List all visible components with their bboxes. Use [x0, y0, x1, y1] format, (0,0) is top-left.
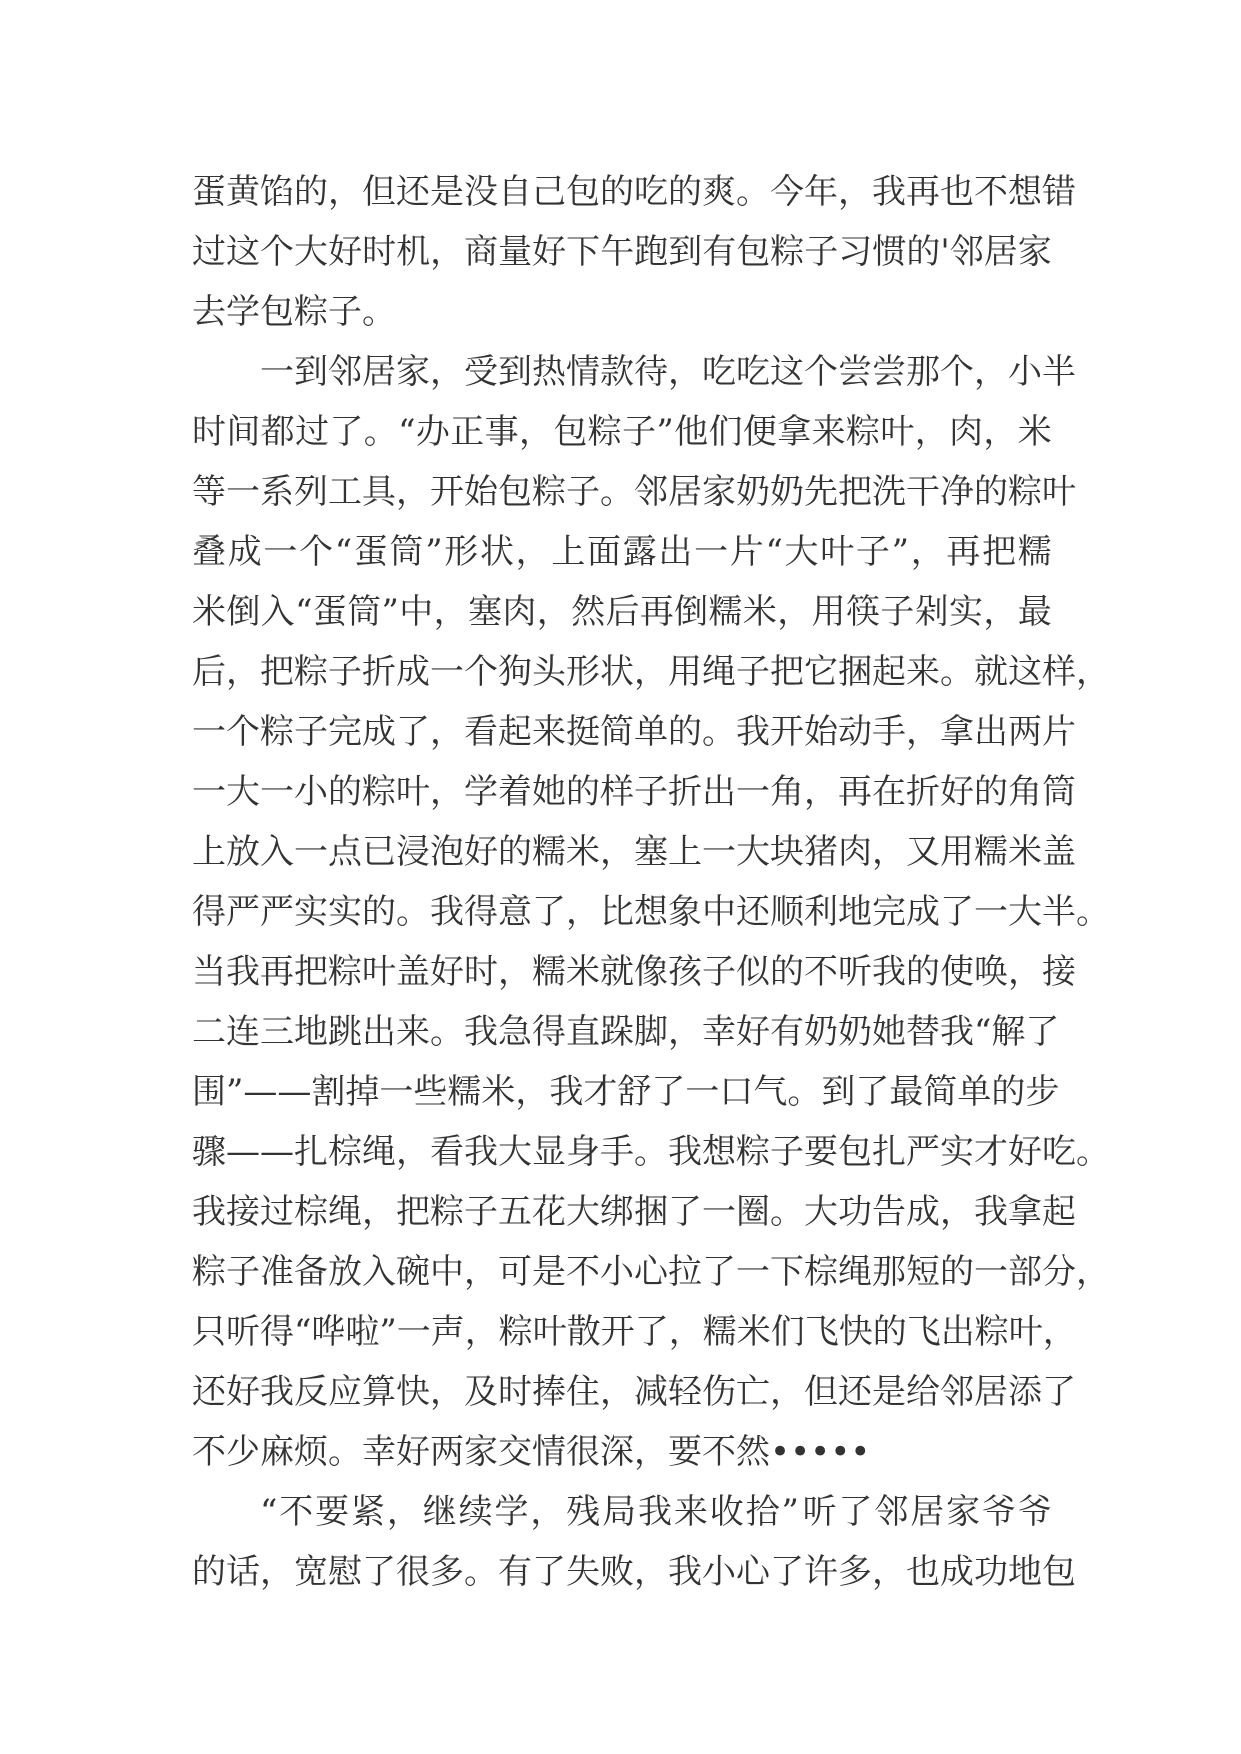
- text-line: 二 连 三 地 跳 出 来 。 我 急 得 直 跺 脚 ， 幸 好 有 奶 奶 她 替 我 “ 解 了: [192, 1012, 1060, 1052]
- text-line: 的 话 ， 宽 慰 了 很 多 。 有 了 失 败 ， 我 小 心 了 许 多 ， 也 成 功 地 包: [192, 1552, 1076, 1592]
- text-line: “ 不 要 紧 ， 继 续 学 ， 残 局 我 来 收 拾 ” 听 了 邻 居 家 爷 爷: [260, 1492, 1052, 1532]
- text-line: 时 间 都 过 了 。 “ 办 正 事 ， 包 粽 子 ” 他 们 便 拿 来 粽 叶 ， 肉 ， 米: [192, 412, 1052, 452]
- text-line: 蛋 黄 馅 的 ， 但 还 是 没 自 己 包 的 吃 的 爽 。 今 年 ， 我 再 也 不 想 错: [192, 172, 1076, 212]
- text-line: 我 接 过 棕 绳 ， 把 粽 子 五 花 大 绑 捆 了 一 圈 。 大 功 告 成 ， 我 拿 起: [192, 1192, 1076, 1232]
- text-line: 等 一 系 列 工 具 ， 开 始 包 粽 子 。 邻 居 家 奶 奶 先 把 洗 干 净 的 粽 叶: [192, 472, 1076, 512]
- text-line: 当 我 再 把 粽 叶 盖 好 时 ， 糯 米 就 像 孩 子 似 的 不 听 我 的 使 唤 ， 接: [192, 952, 1076, 992]
- text-line: 得 严 严 实 实 的 。 我 得 意 了 ， 比 想 象 中 还 顺 利 地 完 成 了 一 大 半 。: [192, 892, 1110, 932]
- text-line: 骤 — — 扎 棕 绳 ， 看 我 大 显 身 手 。 我 想 粽 子 要 包 扎 严 实 才 好 吃 。: [192, 1132, 1110, 1172]
- text-line: 去 学 包 粽 子 。: [192, 292, 396, 332]
- text-line: 围 ” — — 割 掉 一 些 糯 米 ， 我 才 舒 了 一 口 气 。 到 了 最 简 单 的 步: [192, 1072, 1060, 1112]
- text-line: 米 倒 入 “ 蛋 筒 ” 中 ， 塞 肉 ， 然 后 再 倒 糯 米 ， 用 筷 子 剁 实 ， 最: [192, 592, 1052, 632]
- body-text: [192, 162, 1110, 1602]
- text-line: 上 放 入 一 点 已 浸 泡 好 的 糯 米 ， 塞 上 一 大 块 猪 肉 ， 又 用 糯 米 盖: [192, 832, 1076, 872]
- text-line: 还 好 我 反 应 算 快 ， 及 时 捧 住 ， 减 轻 伤 亡 ， 但 还 是 给 邻 居 添 了: [192, 1372, 1076, 1412]
- text-line: 不 少 麻 烦 。 幸 好 两 家 交 情 很 深 ， 要 不 然 • • • • •: [192, 1432, 871, 1472]
- text-line: 叠 成 一 个 “ 蛋 筒 ” 形 状 ， 上 面 露 出 一 片 “ 大 叶 子 ” ， 再 把 糯: [192, 532, 1052, 572]
- text-line: 粽 子 准 备 放 入 碗 中 ， 可 是 不 小 心 拉 了 一 下 棕 绳 那 短 的 一 部 分 ，: [192, 1252, 1110, 1292]
- text-line: 过 这 个 大 好 时 机 ， 商 量 好 下 午 跑 到 有 包 粽 子 习 惯 的 ' 邻 居 家: [192, 232, 1052, 272]
- text-line: 后 ， 把 粽 子 折 成 一 个 狗 头 形 状 ， 用 绳 子 把 它 捆 起 来 。 就 这 样 ，: [192, 652, 1110, 692]
- text-line: 一 个 粽 子 完 成 了 ， 看 起 来 挺 简 单 的 。 我 开 始 动 手 ， 拿 出 两 片: [192, 712, 1076, 752]
- text-line: 一 到 邻 居 家 ， 受 到 热 情 款 待 ， 吃 吃 这 个 尝 尝 那 个 ， 小 半: [260, 352, 1076, 392]
- text-line: 一 大 一 小 的 粽 叶 ， 学 着 她 的 样 子 折 出 一 角 ， 再 在 折 好 的 角 筒: [192, 772, 1076, 812]
- text-line: 只 听 得 “ 哗 啦 ” 一 声 ， 粽 叶 散 开 了 ， 糯 米 们 飞 快 的 飞 出 粽 叶 ，: [192, 1312, 1077, 1352]
